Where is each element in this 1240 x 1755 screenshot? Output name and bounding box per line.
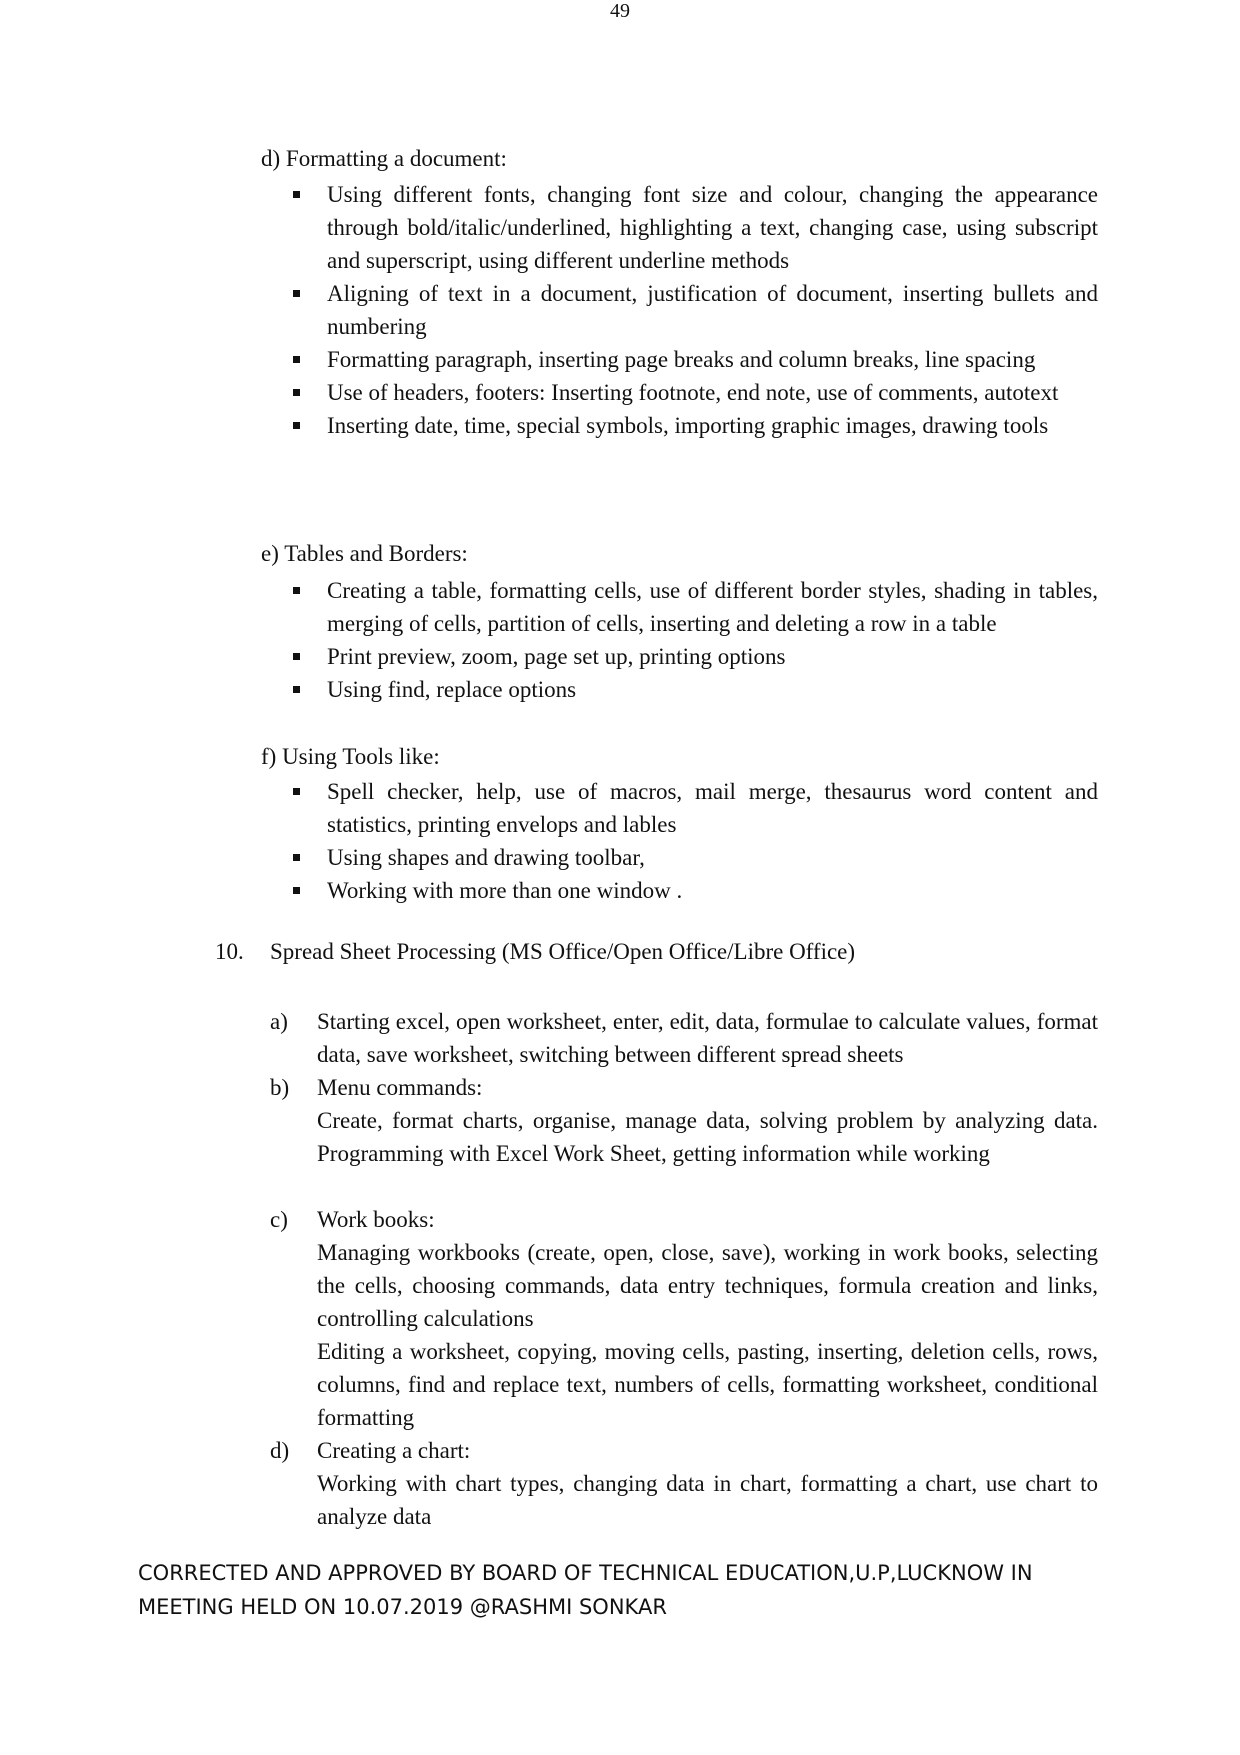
list-item-text: Use of headers, footers: Inserting footnote, end note, use of comments, autotext	[327, 380, 1059, 405]
square-bullet-icon	[293, 290, 300, 297]
list-item	[293, 277, 1098, 343]
list-item-text: Working with more than one window .	[327, 878, 683, 903]
list-item	[293, 775, 1098, 841]
list-item-text: Using find, replace options	[327, 677, 577, 702]
subitem-text: Starting excel, open worksheet, enter, edit, data, formulae to calculate values, format data, save worksheet, switching between different spread sheets	[317, 1009, 1098, 1067]
list-item-text: Inserting date, time, special symbols, importing graphic images, drawing tools	[327, 413, 1049, 438]
square-bullet-icon	[293, 788, 300, 795]
list-item-text: Formatting paragraph, inserting page breaks and column breaks, line spacing	[327, 347, 1036, 372]
list-item-text: Using shapes and drawing toolbar,	[327, 845, 645, 870]
section-d-heading: d) Formatting a document:	[261, 146, 507, 171]
list-item	[293, 640, 1098, 673]
list-item	[293, 343, 1098, 376]
list-item-text: Print preview, zoom, page set up, printing options	[327, 644, 786, 669]
square-bullet-icon	[293, 587, 300, 594]
square-bullet-icon	[293, 422, 300, 429]
list-item-text: Aligning of text in a document, justification of document, inserting bullets and numbering	[327, 281, 1098, 339]
subitem-label: a)	[270, 1009, 288, 1034]
list-item	[293, 178, 1098, 277]
list-item	[293, 409, 1098, 442]
list-item	[293, 574, 1098, 640]
list-item	[293, 673, 1098, 706]
subitem-d	[270, 1434, 1098, 1533]
square-bullet-icon	[293, 389, 300, 396]
square-bullet-icon	[293, 356, 300, 363]
list-item-text: Using different fonts, changing font size and colour, changing the appearance through bold/italic/underlined, highlighting a text, changing case, using subscript and superscript, using different underline methods	[327, 182, 1098, 273]
square-bullet-icon	[293, 191, 300, 198]
list-item	[293, 376, 1098, 409]
page-footer	[138, 1556, 1033, 1624]
subitem-a	[270, 1005, 1098, 1071]
item-number: 10.	[215, 939, 244, 964]
subitem-b	[270, 1071, 1098, 1170]
footer-line: CORRECTED AND APPROVED BY BOARD OF TECHNICAL EDUCATION,U.P,LUCKNOW IN	[138, 1561, 1033, 1585]
subitem-heading: Creating a chart:	[317, 1438, 471, 1463]
subitem-c	[270, 1203, 1098, 1434]
list-item	[293, 874, 1098, 907]
subitem-heading: Work books:	[317, 1207, 435, 1232]
page-number: 49	[610, 0, 630, 22]
square-bullet-icon	[293, 887, 300, 894]
section-e-heading: e) Tables and Borders:	[261, 541, 468, 566]
section-f-heading: f) Using Tools like:	[261, 744, 440, 769]
footer-line: MEETING HELD ON 10.07.2019 @RASHMI SONKAR	[138, 1595, 667, 1619]
section-f-bullet-list	[293, 775, 1098, 907]
subitem-text: Working with chart types, changing data in chart, formatting a chart, use chart to analyze data	[317, 1471, 1098, 1529]
section-d-bullet-list	[293, 178, 1098, 442]
subitem-heading: Menu commands:	[317, 1075, 483, 1100]
subitem-text: Create, format charts, organise, manage data, solving problem by analyzing data. Programming with Excel Work Sheet, getting information while working	[317, 1108, 1098, 1166]
list-item	[293, 841, 1098, 874]
list-item-text: Spell checker, help, use of macros, mail merge, thesaurus word content and statistics, printing envelops and lables	[327, 779, 1098, 837]
subitem-label: b)	[270, 1075, 290, 1100]
list-item-text: Creating a table, formatting cells, use of different border styles, shading in tables, merging of cells, partition of cells, inserting and deleting a row in a table	[327, 578, 1098, 636]
subitem-text: Managing workbooks (create, open, close, save), working in work books, selecting the cells, choosing commands, data entry techniques, formula creation and links, controlling calculations	[317, 1240, 1098, 1331]
subitem-label: d)	[270, 1438, 290, 1463]
square-bullet-icon	[293, 686, 300, 693]
subitem-text: Editing a worksheet, copying, moving cells, pasting, inserting, deletion cells, rows, columns, find and replace text, numbers of cells, formatting worksheet, conditional formatting	[317, 1339, 1098, 1430]
item-title: Spread Sheet Processing (MS Office/Open Office/Libre Office)	[270, 939, 856, 964]
square-bullet-icon	[293, 653, 300, 660]
square-bullet-icon	[293, 854, 300, 861]
section-e-bullet-list	[293, 574, 1098, 706]
subitem-label: c)	[270, 1207, 288, 1232]
